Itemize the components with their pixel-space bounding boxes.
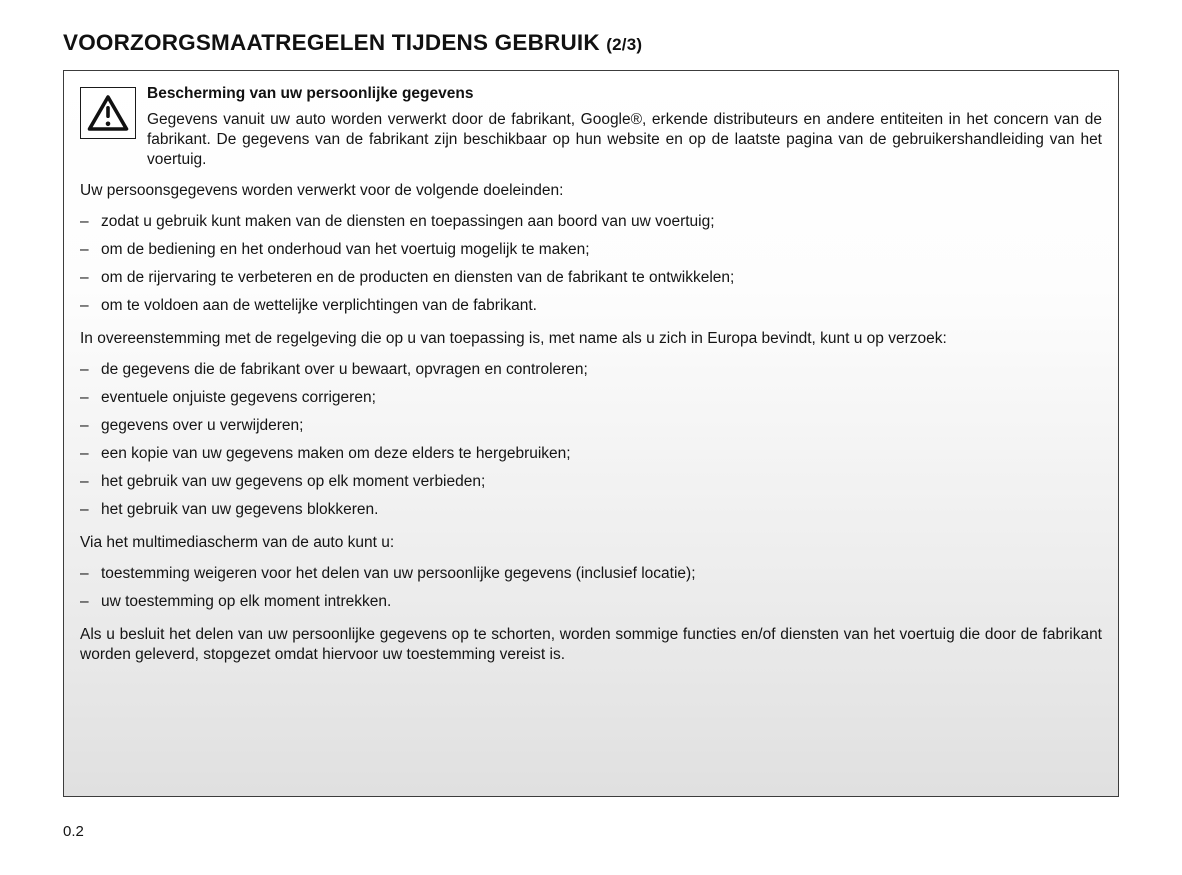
intro-paragraph: Gegevens vanuit uw auto worden verwerkt door de fabrikant, Google®, erkende distributeurs en andere entiteiten in het concern van de fabrikant. De gegevens van de fabrikant zijn beschikbaar op hun website en op de laatste pagina van de gebruikershandleiding van het voertuig.: [147, 111, 1102, 168]
list-item-text: toestemming weigeren voor het delen van uw persoonlijke gegevens (inclusief locatie);: [101, 564, 696, 582]
section-heading: Bescherming van uw persoonlijke gegevens: [147, 85, 474, 102]
dash-bullet: –: [80, 240, 89, 258]
list-item-text: een kopie van uw gegevens maken om deze elders te hergebruiken;: [101, 444, 571, 462]
list-item: [80, 444, 1102, 464]
dash-bullet: –: [80, 212, 89, 230]
dash-bullet: –: [80, 360, 89, 378]
page-indicator: (2/3): [606, 35, 643, 54]
dash-bullet: –: [80, 296, 89, 314]
list-item: [80, 268, 1102, 288]
dash-bullet: –: [80, 268, 89, 286]
list-item: [80, 564, 1102, 584]
multimedia-paragraph: Via het multimediascherm van de auto kunt u:: [80, 533, 395, 551]
dash-bullet: –: [80, 592, 89, 610]
list-item: [80, 360, 1102, 380]
dash-bullet: –: [80, 444, 89, 462]
page-number: 0.2: [63, 823, 84, 840]
list-item-text: om de bediening en het onderhoud van het voertuig mogelijk te maken;: [101, 240, 590, 258]
dash-bullet: –: [80, 500, 89, 518]
list-item: [80, 472, 1102, 492]
purposes-list: [80, 212, 1102, 316]
dash-bullet: –: [80, 416, 89, 434]
list-item: [80, 592, 1102, 612]
list-item-text: zodat u gebruik kunt maken van de diensten en toepassingen aan boord van uw voertuig;: [101, 212, 715, 230]
content-box: [63, 70, 1119, 797]
page-title: [63, 30, 1119, 56]
list-item: [80, 388, 1102, 408]
warning-block: [80, 84, 1102, 170]
list-item-text: het gebruik van uw gegevens blokkeren.: [101, 500, 379, 518]
list-item-text: om te voldoen aan de wettelijke verplichtingen van de fabrikant.: [101, 296, 537, 314]
rights-list: [80, 360, 1102, 520]
dash-bullet: –: [80, 472, 89, 490]
dash-bullet: –: [80, 564, 89, 582]
list-item-text: de gegevens die de fabrikant over u bewaart, opvragen en controleren;: [101, 360, 588, 378]
rights-paragraph: In overeenstemming met de regelgeving die op u van toepassing is, met name als u zich in Europa bevindt, kunt u op verzoek:: [80, 329, 947, 347]
purposes-paragraph: Uw persoonsgegevens worden verwerkt voor de volgende doeleinden:: [80, 181, 564, 199]
warning-copy: [147, 84, 1102, 170]
list-item: [80, 416, 1102, 436]
warning-triangle-icon: [80, 87, 136, 139]
list-item: [80, 296, 1102, 316]
list-item-text: het gebruik van uw gegevens op elk moment verbieden;: [101, 472, 486, 490]
list-item-text: gegevens over u verwijderen;: [101, 416, 304, 434]
closing-paragraph: Als u besluit het delen van uw persoonlijke gegevens op te schorten, worden sommige functies en/of diensten van het voertuig die door de fabrikant worden geleverd, stopgezet omdat hiervoor uw toestemming vereist is.: [80, 625, 1102, 663]
list-item-text: eventuele onjuiste gegevens corrigeren;: [101, 388, 376, 406]
list-item-text: om de rijervaring te verbeteren en de producten en diensten van de fabrikant te ontwikkelen;: [101, 268, 735, 286]
list-item: [80, 240, 1102, 260]
dash-bullet: –: [80, 388, 89, 406]
page-title-text: VOORZORGSMAATREGELEN TIJDENS GEBRUIK: [63, 30, 600, 55]
list-item: [80, 500, 1102, 520]
list-item-text: uw toestemming op elk moment intrekken.: [101, 592, 392, 610]
list-item: [80, 212, 1102, 232]
multimedia-list: [80, 564, 1102, 612]
